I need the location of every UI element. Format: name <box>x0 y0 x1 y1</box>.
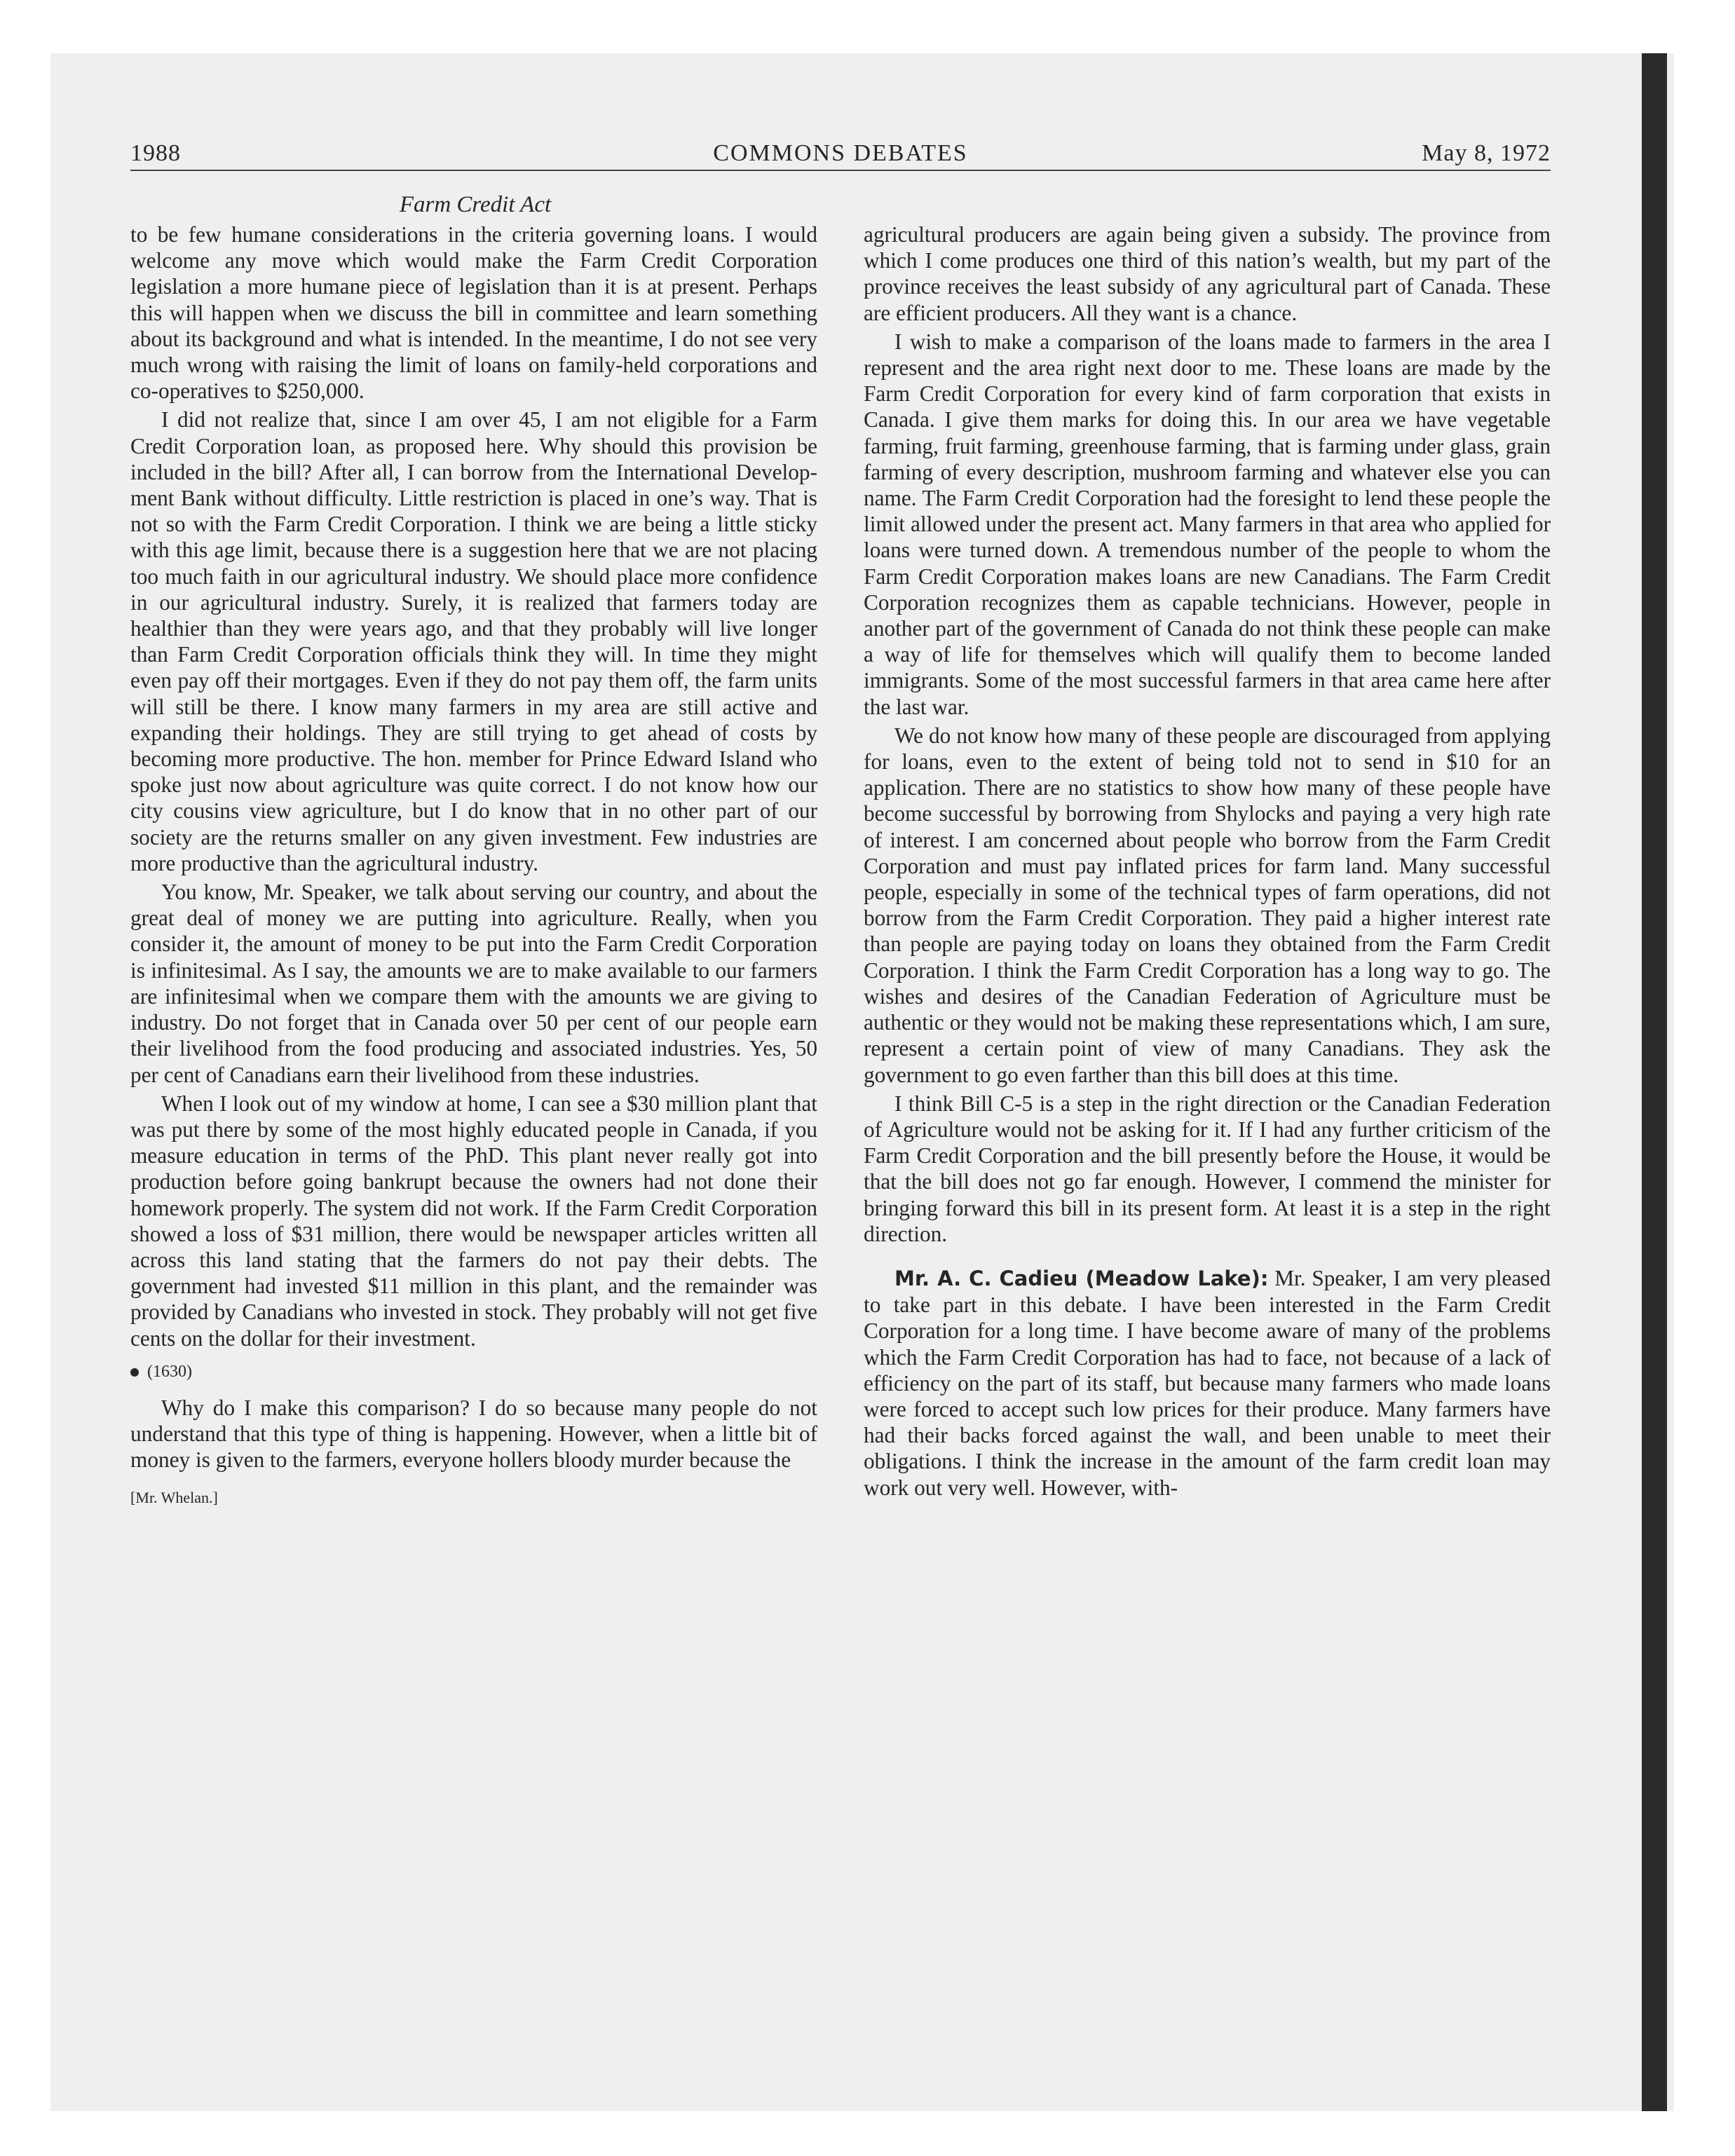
paragraph: I did not realize that, since I am over 45, I am not eligible for a Farm Credit Corporation loan, as proposed here. Why should this provision be included in the bill? After all, I can borrow from the International Development Bank without difficulty. Little restriction is placed in one’s way. That is not so with the Farm Credit Corporation. I think we are being a little sticky with this age limit, because there is a suggestion here that we are not placing too much faith in our agricultural industry. We should place more confidence in our agricultural industry. Surely, it is realized that farmers today are healthier than they were years ago, and that they probably will live longer than Farm Credit Corporation officials think they will. In time they might even pay off their mortgages. Even if they do not pay them off, the farm units will still be there. I know many farmers in my area are still active and expanding their holdings. They are still trying to get ahead of costs by becoming more productive. The hon. member for Prince Edward Island who spoke just now about agriculture was quite correct. I do not know how our city cousins view agriculture, but I do know that in no other part of our society are the returns smaller on any given investment. Few industries are more productive than the agricultural industry. <box>130 407 817 875</box>
page-number: 1988 <box>130 140 181 166</box>
speaker-paragraph <box>864 1265 1551 1501</box>
page-header <box>130 137 1551 171</box>
issue-date: May 8, 1972 <box>1422 140 1551 166</box>
speaker-name: Mr. A. C. Cadieu (Meadow Lake): <box>894 1266 1269 1290</box>
paragraph: agricultural producers are again being given a subsidy. The province from which I come produces one third of this nation’s wealth, but my part of the province receives the least subsidy of any agricultural part of Canada. These are efficient producers. All they want is a chance. <box>864 222 1551 325</box>
paragraph: I think Bill C-5 is a step in the right direction or the Canadian Federation of Agriculture would not be asking for it. If I had any further criticism of the Farm Credit Corporation and the bill presently before the House, it would be that the bill does not go far enough. However, I commend the minister for bringing forward this bill in its present form. At least it is a step in the right direction. <box>864 1091 1551 1246</box>
journal-title: COMMONS DEBATES <box>713 140 968 166</box>
scan-edge-shadow <box>1642 53 1667 2111</box>
paragraph: We do not know how many of these people are discouraged from applying for loans, even to the extent of being told not to send in $10 for an application. There are no statistics to show how many of these people have become successful by borrowing from Shylocks and paying a very high rate of interest. I am concerned about people who borrow from the Farm Credit Corporation and must pay inflated prices for farm land. Many successful people, especially in some of the technical types of farm operations, did not borrow from the Farm Credit Corporation. They paid a higher interest rate than people are paying today on loans they obtained from the Farm Credit Corporation. I think the Farm Credit Corporation has a long way to go. The wishes and desires of the Canadian Federation of Agriculture must be authentic or they would not be making these representations which, I am sure, represent a certain point of view of many Canadians. They ask the government to go even farther than this bill does at this time. <box>864 723 1551 1087</box>
paragraph: You know, Mr. Speaker, we talk about serving our country, and about the great deal of money we are putting into agriculture. Really, when you consider it, the amount of money to be put into the Farm Credit Corporation is infinitesimal. As I say, the amounts we are to make available to our farmers are infinitesimal when we compare them with the amounts we are giving to industry. Do not forget that in Canada over 50 per cent of our people earn their livelihood from the food producing and associated industries. Yes, 50 per cent of Canadians earn their livelihood from these industries. <box>130 880 817 1087</box>
right-column <box>864 221 1551 1503</box>
left-column <box>130 221 817 1508</box>
bullet-icon <box>130 1368 139 1377</box>
speaker-attribution: [Mr. Whelan.] <box>130 1489 218 1507</box>
running-title: Farm Credit Act <box>399 192 552 217</box>
document-page <box>130 137 1551 1932</box>
paragraph: to be few humane considerations in the criteria governing loans. I would welcome any move which would make the Farm Credit Corporation legislation a more humane piece of legislation than it is at present. Perhaps this will happen when we discuss the bill in committee and learn something about its background and what is intended. In the meantime, I do not see very much wrong with raising the limit of loans on family-held corporations and co-operatives to $250,000. <box>130 222 817 404</box>
time-marker-text: (1630) <box>147 1362 192 1381</box>
paragraph: I wish to make a comparison of the loans made to farmers in the area I represent and the area right next door to me. These loans are made by the Farm Credit Corporation for every kind of farm corporation that exists in Canada. I give them marks for doing this. In our area we have vegetable farming, fruit farming, greenhouse farming, that is farming under glass, grain farming of every description, mushroom farming and whatever else you can name. The Farm Credit Corporation had the foresight to lend these people the limit allowed under the present act. Many farmers in that area who applied for loans were turned down. A tremendous number of the people to whom the Farm Credit Corporation makes loans are new Canadians. The Farm Credit Corporation recognizes them as capable technicians. However, people in another part of the government of Canada do not think these people can make a way of life for themselves which will qualify them to become landed immigrants. Some of the most successful farmers in that area came here after the last war. <box>864 329 1551 719</box>
speaker-text: Mr. Speaker, I am very pleased to take part in this debate. I have been interested in the Farm Credit Corporation for a long time. I have become aware of many of the problems which the Farm Credit Corporation has had to face, not because of a lack of efficiency on the part of its staff, but because many farmers who made loans were forced to accept such low prices for their produce. Many farmers have had their backs forced against the wall, and been unable to meet their obligations. I think the increase in the amount of the farm credit loan may work out very well. However, with- <box>864 1265 1551 1500</box>
time-marker <box>130 1361 817 1382</box>
paragraph: Why do I make this comparison? I do so because many people do not understand that this type of thing is happening. However, when a little bit of money is given to the farmers, everyone hollers bloody murder because the <box>130 1395 817 1473</box>
paragraph: When I look out of my window at home, I can see a $30 million plant that was put there by some of the most highly educated people in Canada, if you measure education in terms of the PhD. This plant never really got into production before going bankrupt because the owners had not done their homework properly. The system did not work. If the Farm Credit Corporation showed a loss of $31 million, there would be newspaper articles written all across this land stating that the farmers do not pay their debts. The government had invested $11 million in this plant, and the remainder was provided by Canadians who invested in stock. They probably will not get five cents on the dollar for their investment. <box>130 1091 817 1351</box>
